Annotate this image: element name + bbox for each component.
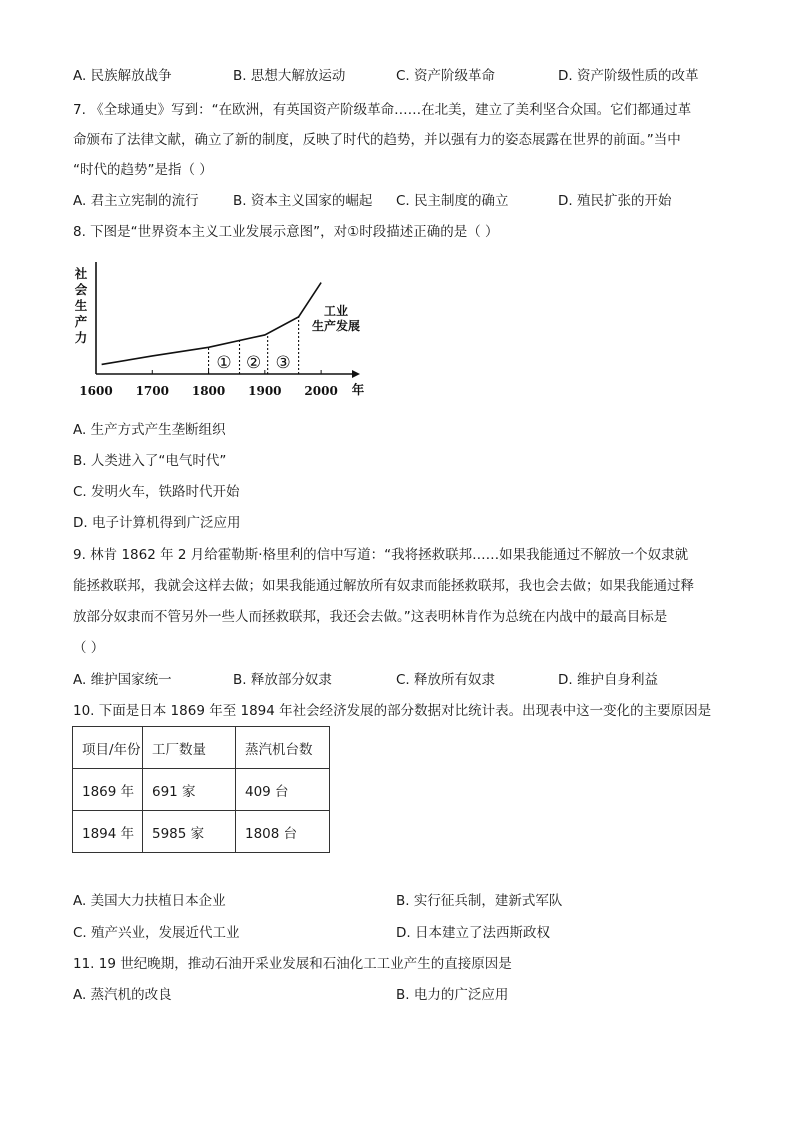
japan-economy-table bbox=[72, 726, 330, 853]
q7-option-a: A. 君主立宪制的流行 bbox=[73, 193, 199, 209]
table-cell: 5985 家 bbox=[143, 811, 236, 853]
table-cell: 1869 年 bbox=[73, 769, 143, 811]
q8-option-a: A. 生产方式产生垄断组织 bbox=[73, 422, 226, 438]
table-cell: 691 家 bbox=[143, 769, 236, 811]
series-label-line-1: 工业 bbox=[323, 304, 349, 318]
q10-stem: 10. 下面是日本 1869 年至 1894 年社会经济发展的部分数据对比统计表。出现表中这一变化的主要原因是 bbox=[73, 703, 712, 719]
table-header-cell: 蒸汽机台数 bbox=[236, 727, 330, 769]
q9-option-d: D. 维护自身利益 bbox=[558, 672, 658, 688]
table-cell: 409 台 bbox=[236, 769, 330, 811]
q11-option-a: A. 蒸汽机的改良 bbox=[73, 987, 172, 1003]
q10-option-a: A. 美国大力扶植日本企业 bbox=[73, 893, 226, 909]
table-row bbox=[73, 811, 330, 853]
q7-stem-line-3: “时代的趋势”是指（ ） bbox=[73, 162, 213, 178]
y-axis-label-char: 会 bbox=[74, 282, 88, 297]
q8-option-c: C. 发明火车，铁路时代开始 bbox=[73, 484, 240, 500]
q9-option-a: A. 维护国家统一 bbox=[73, 672, 172, 688]
x-axis-arrow bbox=[352, 370, 360, 378]
x-tick-label: 2000 bbox=[304, 384, 338, 398]
table-cell: 1894 年 bbox=[73, 811, 143, 853]
period-label: ① bbox=[216, 353, 232, 373]
industrial-development-chart bbox=[68, 262, 368, 402]
y-axis-label-char: 社 bbox=[74, 266, 88, 281]
y-axis-label-char: 生 bbox=[74, 298, 88, 313]
period-label: ③ bbox=[275, 353, 291, 373]
q11-option-b: B. 电力的广泛应用 bbox=[396, 987, 509, 1003]
table-row bbox=[73, 769, 330, 811]
q6-option-b: B. 思想大解放运动 bbox=[233, 68, 346, 84]
q9-option-c: C. 释放所有奴隶 bbox=[396, 672, 496, 688]
period-label: ② bbox=[245, 353, 262, 373]
q10-option-b: B. 实行征兵制，建新式军队 bbox=[396, 893, 563, 909]
q7-stem-line-2: 命颁布了法律文献，确立了新的制度，反映了时代的趋势，并以强有力的姿态展露在世界的前面。”当中 bbox=[73, 132, 681, 148]
q9-stem-line-4: （ ） bbox=[73, 640, 105, 656]
x-axis-label: 年 bbox=[351, 382, 365, 397]
table-header-row bbox=[73, 727, 330, 769]
table-header-cell: 工厂数量 bbox=[143, 727, 236, 769]
q9-stem-line-3: 放部分奴隶而不管另外一些人而拯救联邦，我还会去做。”这表明林肯作为总统在内战中的最高目标是 bbox=[73, 609, 668, 625]
series-label-line-2: 生产发展 bbox=[311, 319, 361, 333]
q9-stem-line-2: 能拯救联邦，我就会这样去做；如果我能通过解放所有奴隶而能拯救联邦，我也会去做；如果我能通过释 bbox=[73, 578, 694, 594]
x-tick-label: 1900 bbox=[248, 384, 282, 398]
y-axis-label-char: 力 bbox=[74, 330, 88, 345]
q7-stem-line-1: 7. 《全球通史》写到：“在欧洲，有英国资产阶级革命……在北美，建立了美利坚合众国。它们都通过革 bbox=[73, 102, 692, 118]
q8-option-b: B. 人类进入了“电气时代” bbox=[73, 453, 227, 469]
q8-option-d: D. 电子计算机得到广泛应用 bbox=[73, 515, 241, 531]
q10-option-d: D. 日本建立了法西斯政权 bbox=[396, 925, 550, 941]
q10-option-c: C. 殖产兴业，发展近代工业 bbox=[73, 925, 240, 941]
x-tick-label: 1700 bbox=[135, 384, 169, 398]
q6-option-c: C. 资产阶级革命 bbox=[396, 68, 496, 84]
q9-option-b: B. 释放部分奴隶 bbox=[233, 672, 332, 688]
q6-option-a: A. 民族解放战争 bbox=[73, 68, 172, 84]
q11-stem: 11. 19 世纪晚期，推动石油开采业发展和石油化工工业产生的直接原因是 bbox=[73, 956, 512, 972]
x-tick-label: 1800 bbox=[191, 384, 226, 398]
table-header-cell: 项目/年份 bbox=[73, 727, 143, 769]
q6-option-d: D. 资产阶级性质的改革 bbox=[558, 68, 699, 84]
q7-option-c: C. 民主制度的确立 bbox=[396, 193, 509, 209]
q9-stem-line-1: 9. 林肯 1862 年 2 月给霍勒斯·格里利的信中写道：“我将拯救联邦……如果我能通过不解放一个奴隶就 bbox=[73, 547, 689, 563]
q7-option-d: D. 殖民扩张的开始 bbox=[558, 193, 672, 209]
y-axis-label-char: 产 bbox=[74, 314, 88, 329]
q7-option-b: B. 资本主义国家的崛起 bbox=[233, 193, 373, 209]
table-cell: 1808 台 bbox=[236, 811, 330, 853]
x-tick-label: 1600 bbox=[79, 384, 113, 398]
q8-stem: 8. 下图是“世界资本主义工业发展示意图”，对①时段描述正确的是（ ） bbox=[73, 224, 499, 240]
